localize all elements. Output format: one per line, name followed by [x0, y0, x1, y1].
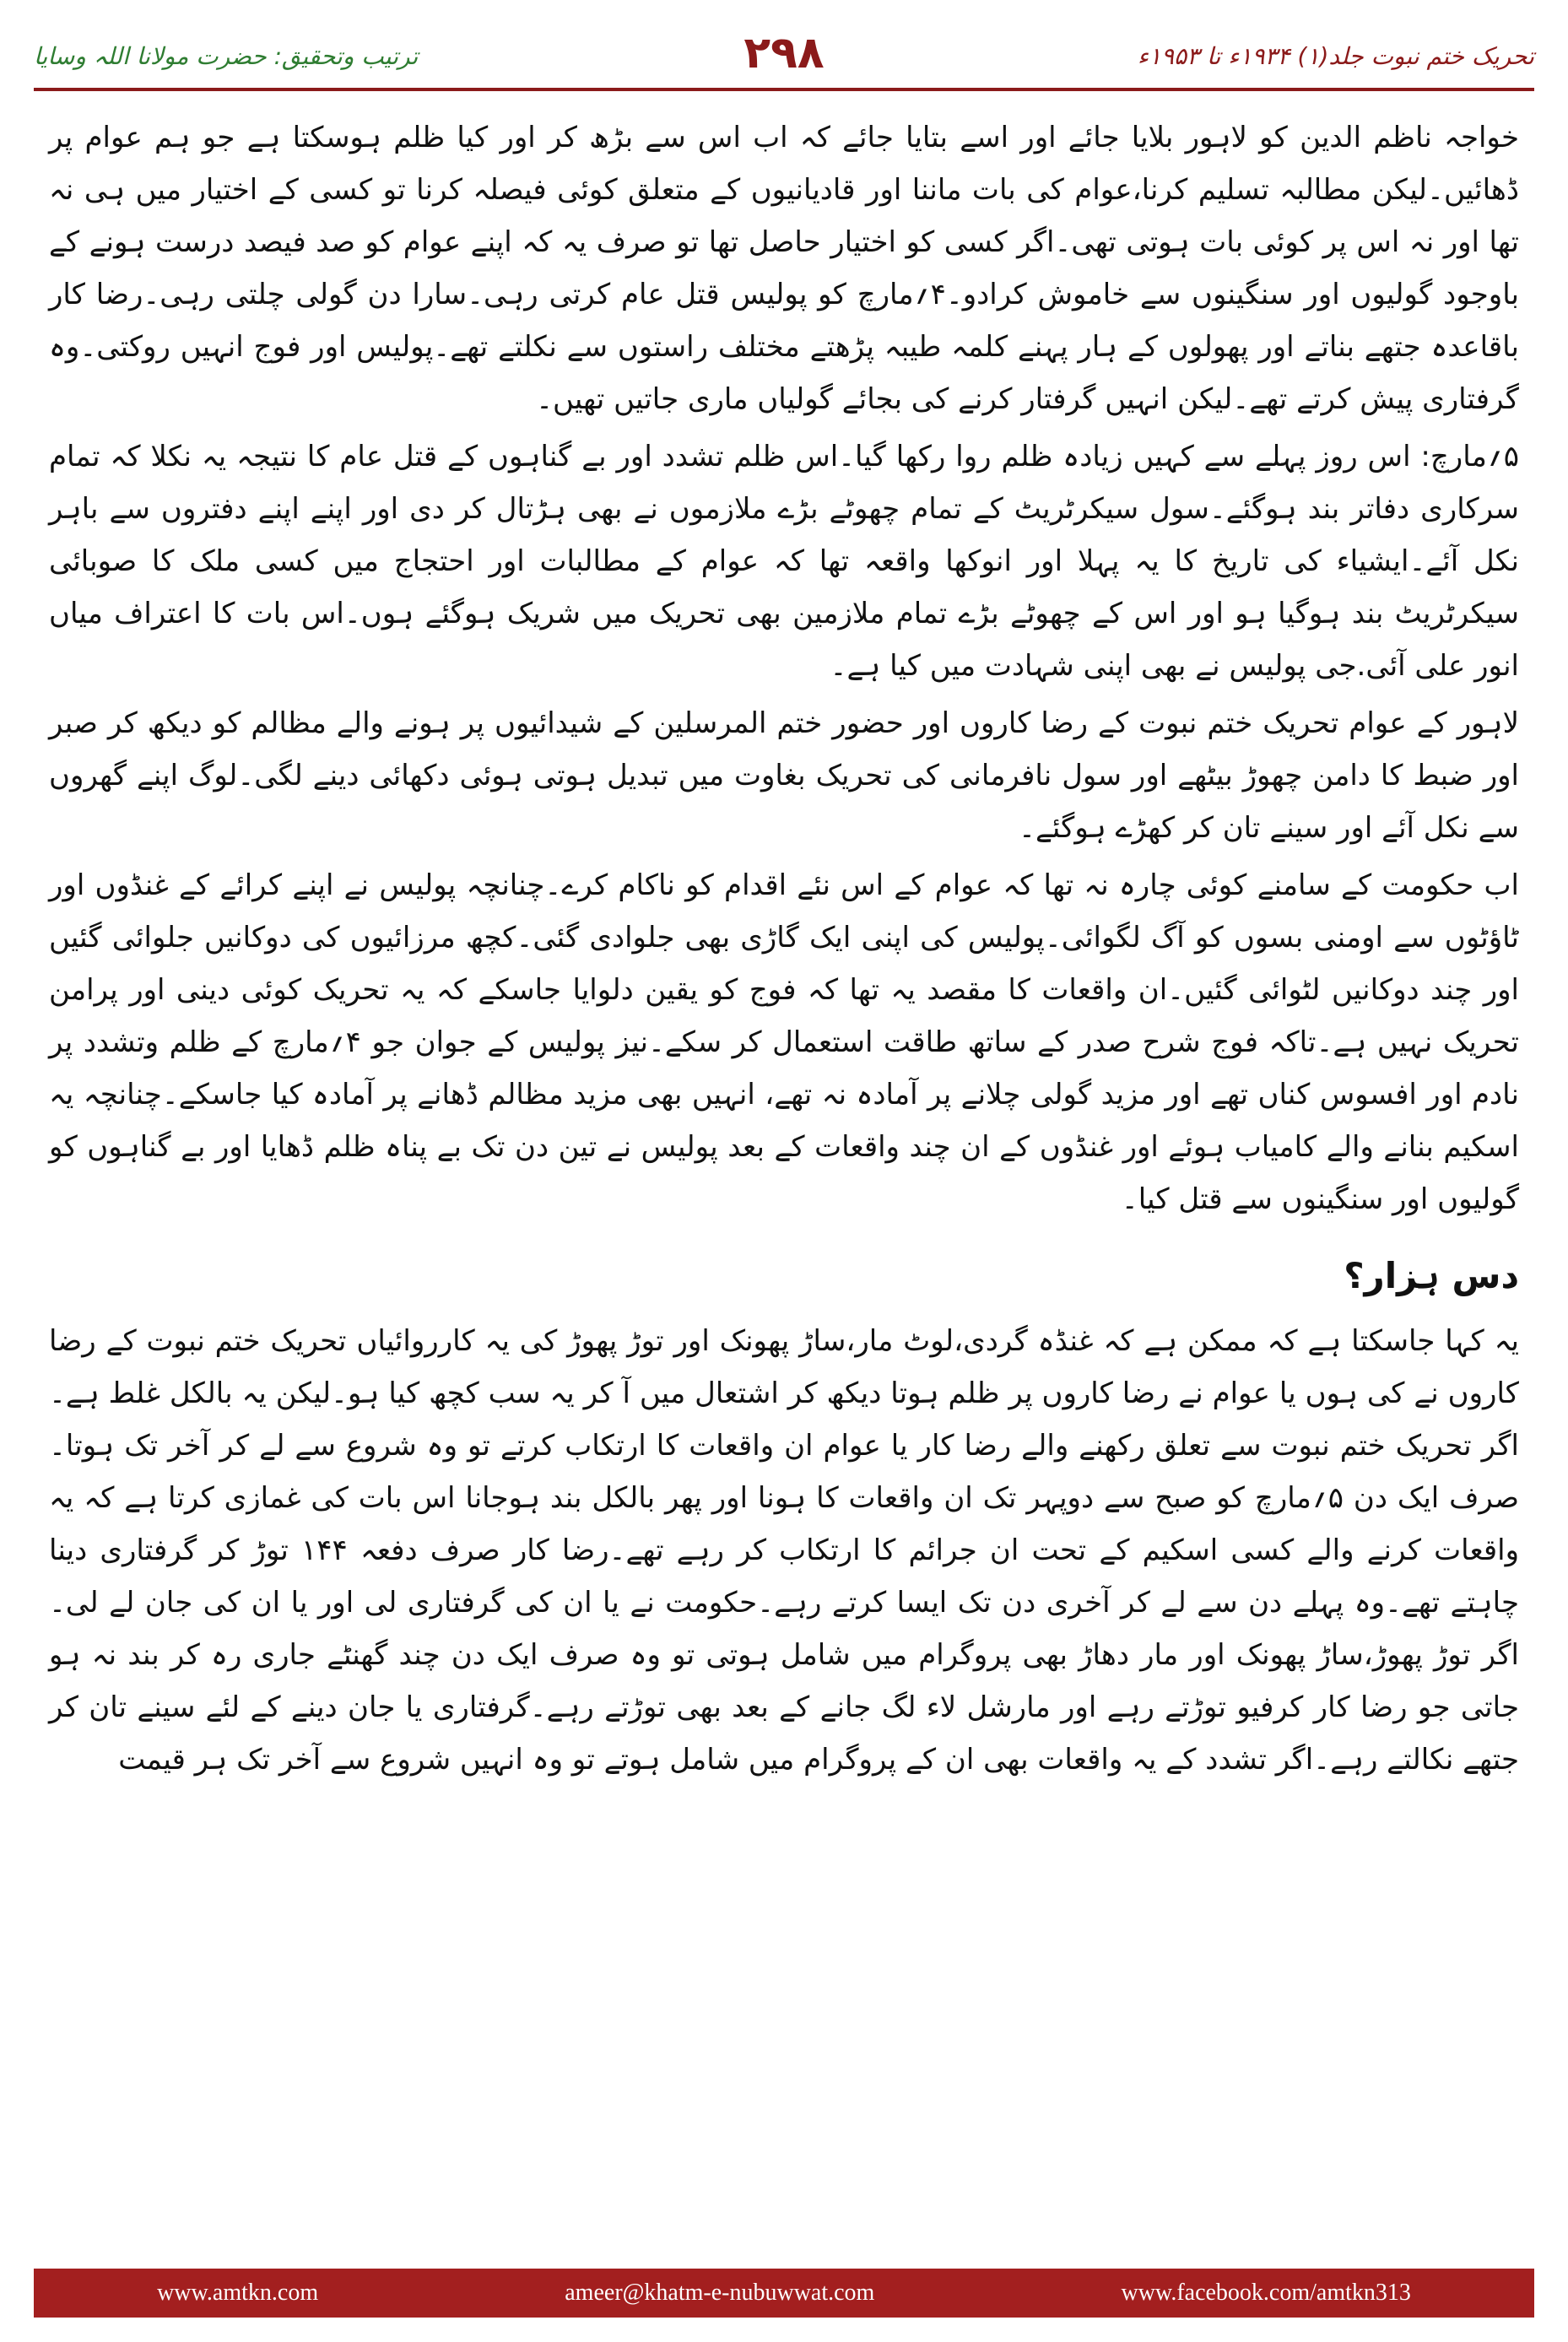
paragraph: یہ کہا جاسکتا ہے کہ ممکن ہے کہ غنڈہ گردی،لوٹ مار،ساڑ پھونک اور توڑ پھوڑ کی یہ کارروائیاں تحریک ختم نبوت کے رضا کاروں نے کی ہوں یا عوام نے رضا کاروں پر ظلم ہوتا دیکھ کر اشتعال میں آ کر یہ سب کچھ کیا ہو۔لیکن یہ بالکل غلط ہے۔اگر تحریک ختم نبوت سے تعلق رکھنے والے رضا کار یا عوام ان واقعات کا ارتکاب کرتے تو وہ شروع سے لے کر آخر تک ہوتا۔صرف ایک دن ۵؍مارچ کو صبح سے دوپہر تک ان واقعات کا ہونا اور پھر بالکل بند ہوجانا اس بات کی غمازی کرتا ہے کہ یہ واقعات کرنے والے کسی اسکیم کے تحت ان جرائم کا ارتکاب کر رہے تھے۔رضا کار صرف دفعہ ۱۴۴ توڑ کر گرفتاری دینا چاہتے تھے۔وہ پہلے دن سے لے کر آخری دن تک ایسا کرتے رہے۔حکومت نے یا ان کی گرفتاری لی اور یا ان کی جان لے لی۔اگر توڑ پھوڑ،ساڑ پھونک اور مار دھاڑ بھی پروگرام میں شامل ہوتی تو وہ صرف ایک دن چند گھنٹے جاری رہ کر بند نہ ہو جاتی جو رضا کار کرفیو توڑتے رہے اور مارشل لاء لگ جانے کے بعد بھی توڑتے رہے۔گرفتاری یا جان دینے کے لئے سینے تان کر جتھے نکالتے رہے۔اگر تشدد کے یہ واقعات بھی ان کے پروگرام میں شامل ہوتے تو وہ انہیں شروع سے آخر تک ہر قیمت — [49, 1324, 1520, 1777]
page-header — [34, 24, 1534, 83]
footer-website-link[interactable]: www.amtkn.com — [157, 2280, 319, 2306]
page-body — [49, 111, 1519, 1791]
paragraph: اب حکومت کے سامنے کوئی چارہ نہ تھا کہ عوام کے اس نئے اقدام کو ناکام کرے۔چنانچہ پولیس نے اپنے کرائے کے غنڈوں اور ٹاؤٹوں سے اومنی بسوں کو آگ لگوائی۔پولیس کی اپنی ایک گاڑی بھی جلوادی گئی۔کچھ مرزائیوں کی دوکانیں جلوائی گئیں اور چند دوکانیں لٹوائی گئیں۔ان واقعات کا مقصد یہ تھا کہ فوج کو یقین دلوایا جاسکے کہ یہ تحریک کوئی دینی اور پرامن تحریک نہیں ہے۔تاکہ فوج شرح صدر کے ساتھ طاقت استعمال کر سکے۔نیز پولیس کے جوان جو ۴؍مارچ کے ظلم وتشدد پر نادم اور افسوس کناں تھے اور مزید گولی چلانے پر آمادہ نہ تھے، انہیں بھی مزید مظالم ڈھانے پر آمادہ کیا جاسکے۔چنانچہ یہ اسکیم بنانے والے کامیاب ہوئے اور غنڈوں کے ان چند واقعات کے بعد پولیس نے تین دن تک بے پناہ ظلم ڈھایا اور بے گناہوں کو گولیوں اور سنگینوں سے قتل کیا۔ — [49, 868, 1519, 1216]
book-title: تحریک ختم نبوت جلد(۱) ۱۹۳۴ء تا ۱۹۵۳ء — [1137, 42, 1534, 70]
header-divider — [34, 88, 1534, 91]
footer-email-link[interactable]: ameer@khatm-e-nubuwwat.com — [565, 2280, 875, 2306]
page-footer — [34, 2269, 1534, 2318]
paragraph: لاہور کے عوام تحریک ختم نبوت کے رضا کاروں اور حضور ختم المرسلین کے شیدائیوں پر ہونے والے مظالم کو دیکھ کر صبر اور ضبط کا دامن چھوڑ بیٹھے اور سول نافرمانی کی تحریک بغاوت میں تبدیل ہوتی ہوئی دکھائی دینے لگی۔لوگ اپنے گھروں سے نکل آئے اور سینے تان کر کھڑے ہوگئے۔ — [49, 706, 1519, 845]
footer-facebook-link[interactable]: www.facebook.com/amtkn313 — [1121, 2280, 1411, 2306]
page-number: ۲۹۸ — [743, 28, 825, 78]
section-heading: دس ہزار؟ — [1344, 1255, 1519, 1296]
compiler-credit: ترتیب وتحقیق: حضرت مولانا اللہ وسایا — [34, 42, 419, 70]
paragraph: ۵؍مارچ: اس روز پہلے سے کہیں زیادہ ظلم روا رکھا گیا۔اس ظلم تشدد اور بے گناہوں کے قتل عام کا نتیجہ یہ نکلا کہ تمام سرکاری دفاتر بند ہوگئے۔سول سیکرٹریٹ کے تمام چھوٹے بڑے ملازموں نے بھی ہڑتال کر دی اور اپنے اپنے دفتروں سے باہر نکل آئے۔ایشیاء کی تاریخ کا یہ پہلا اور انوکھا واقعہ تھا کہ عوام کے مطالبات اور احتجاج میں کسی ملک کا صوبائی سیکرٹریٹ بند ہوگیا ہو اور اس کے چھوٹے بڑے تمام ملازمین بھی تحریک میں شریک ہوگئے ہوں۔اس بات کا اعتراف میاں انور علی آئی.جی پولیس نے بھی اپنی شہادت میں کیا ہے۔ — [49, 440, 1519, 683]
paragraph: خواجہ ناظم الدین کو لاہور بلایا جائے اور اسے بتایا جائے کہ اب اس سے بڑھ کر اور کیا ظلم ہوسکتا ہے جو ہم عوام پر ڈھائیں۔لیکن مطالبہ تسلیم کرنا،عوام کی بات ماننا اور قادیانیوں کے متعلق کوئی فیصلہ کرنا تو کسی کے اختیار میں ہی نہ تھا اور نہ اس پر کوئی بات ہوتی تھی۔اگر کسی کو اختیار حاصل تھا تو صرف یہ کہ اپنے عوام کو صد فیصد درست ہونے کے باوجود گولیوں اور سنگینوں سے خاموش کرادو۔۴؍مارچ کو پولیس قتل عام کرتی رہی۔سارا دن گولی چلتی رہی۔رضا کار باقاعدہ جتھے بناتے اور پھولوں کے ہار پہنے کلمہ طیبہ پڑھتے مختلف راستوں سے نکلتے تھے۔پولیس اور فوج انہیں روکتی۔وہ گرفتاری پیش کرتے تھے۔لیکن انہیں گرفتار کرنے کی بجائے گولیاں ماری جاتیں تھیں۔ — [49, 121, 1520, 416]
